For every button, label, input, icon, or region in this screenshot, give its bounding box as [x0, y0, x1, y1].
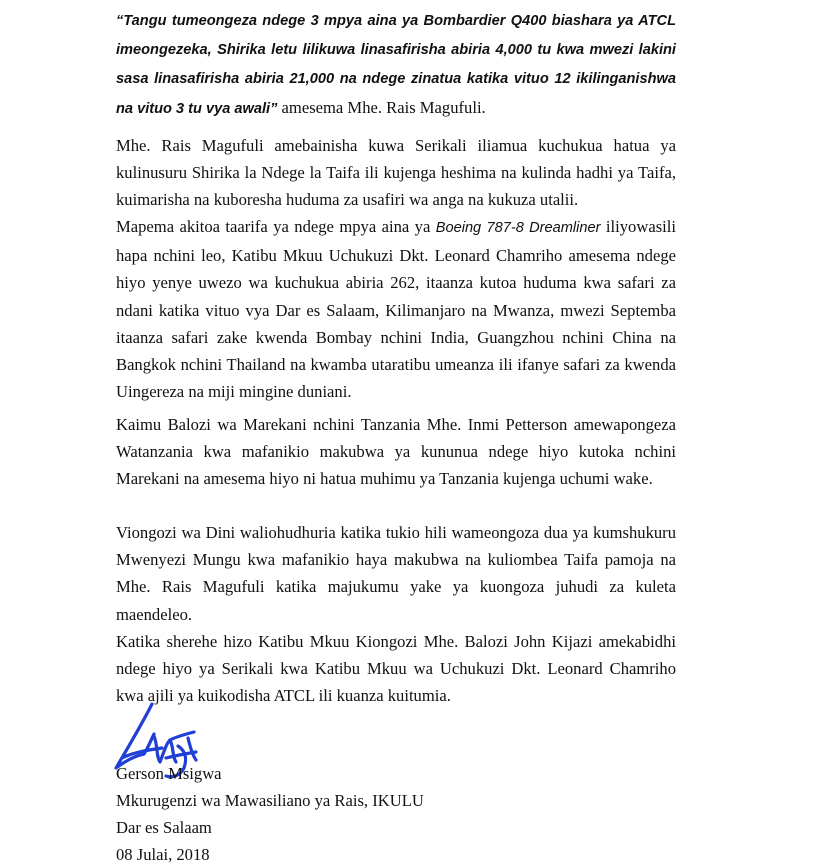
- signatory-location: Dar es Salaam: [116, 818, 212, 837]
- signatory-name: Gerson Msigwa: [116, 764, 222, 783]
- paragraph-government-action: Mhe. Rais Magufuli amebainisha kuwa Serikali iliamua kuchukua hatua ya kulinusuru Shirika la Ndege la Taifa ili kujenga heshima na kulinda hadhi ya Taifa, kuimarisha na kuboresha huduma za usafiri wa anga na kukuza utalii.: [116, 136, 676, 210]
- dreamliner-details: iliyowasili hapa nchini leo, Katibu Mkuu Uchukuzi Dkt. Leonard Chamriho amesema ndege hiyo yenye uwezo wa kuchukua abiria 262, itaanza kutoa huduma kwa safari za ndani katika vituo vya Dar es Salaam, Kilimanjaro na Mwanza, mwezi Septemba itaanza safari zake kwenda Bombay nchini India, Guangzhou nchini China na Bangkok nchini Thailand na kwamba utaratibu umeanza ili ifanye safari za kwenda Uingereza na miji mingine duniani.: [116, 217, 676, 402]
- paragraph-handover: Katika sherehe hizo Katibu Mkuu Kiongozi Mhe. Balozi John Kijazi amekabidhi ndege hiyo ya Serikali kwa Katibu Mkuu wa Uchukuzi Dkt. Leonard Chamriho kwa ajili ya kuikodisha ATCL ili kuanza kuitumia.: [116, 632, 676, 706]
- signatory-title: Mkurugenzi wa Mawasiliano ya Rais, IKULU: [116, 791, 424, 810]
- dreamliner-intro: Mapema akitoa taarifa ya ndege mpya aina ya: [116, 217, 436, 236]
- president-quote: “Tangu tumeongeza ndege 3 mpya aina ya Bombardier Q400 biashara ya ATCL imeongezeka, Shirika letu lilikuwa linasafirisha abiria 4,000 tu kwa mwezi lakini sasa linasafirisha abiria 21,000 na ndege zinatua katika vituo 12 ikilinganishwa na vituo 3 tu vya awali”: [116, 13, 676, 117]
- release-date: 08 Julai, 2018: [116, 845, 210, 864]
- aircraft-model: Boeing 787-8 Dreamliner: [435, 220, 601, 236]
- paragraph-quote: [116, 6, 676, 123]
- signature-block: [116, 760, 424, 868]
- quote-attribution: amesema Mhe. Rais Magufuli.: [277, 97, 486, 117]
- paragraph-us-ambassador: Kaimu Balozi wa Marekani nchini Tanzania Mhe. Inmi Petterson amewapongeza Watanzania kwa mafanikio makubwa ya kununua ndege hiyo kutoka nchini Marekani na amesema hiyo ni hatua muhimu ya Tanzania kujenga uchumi wake.: [116, 415, 676, 489]
- paragraph-dreamliner: [116, 213, 676, 405]
- paragraph-religious-leaders: Viongozi wa Dini waliohudhuria katika tukio hili wameongoza dua ya kumshukuru Mwenyezi Mungu kwa mafanikio haya makubwa na kuliombea Taifa pamoja na Mhe. Rais Magufuli katika majukumu yake ya kuongoza juhudi za kuleta maendeleo.: [116, 523, 676, 624]
